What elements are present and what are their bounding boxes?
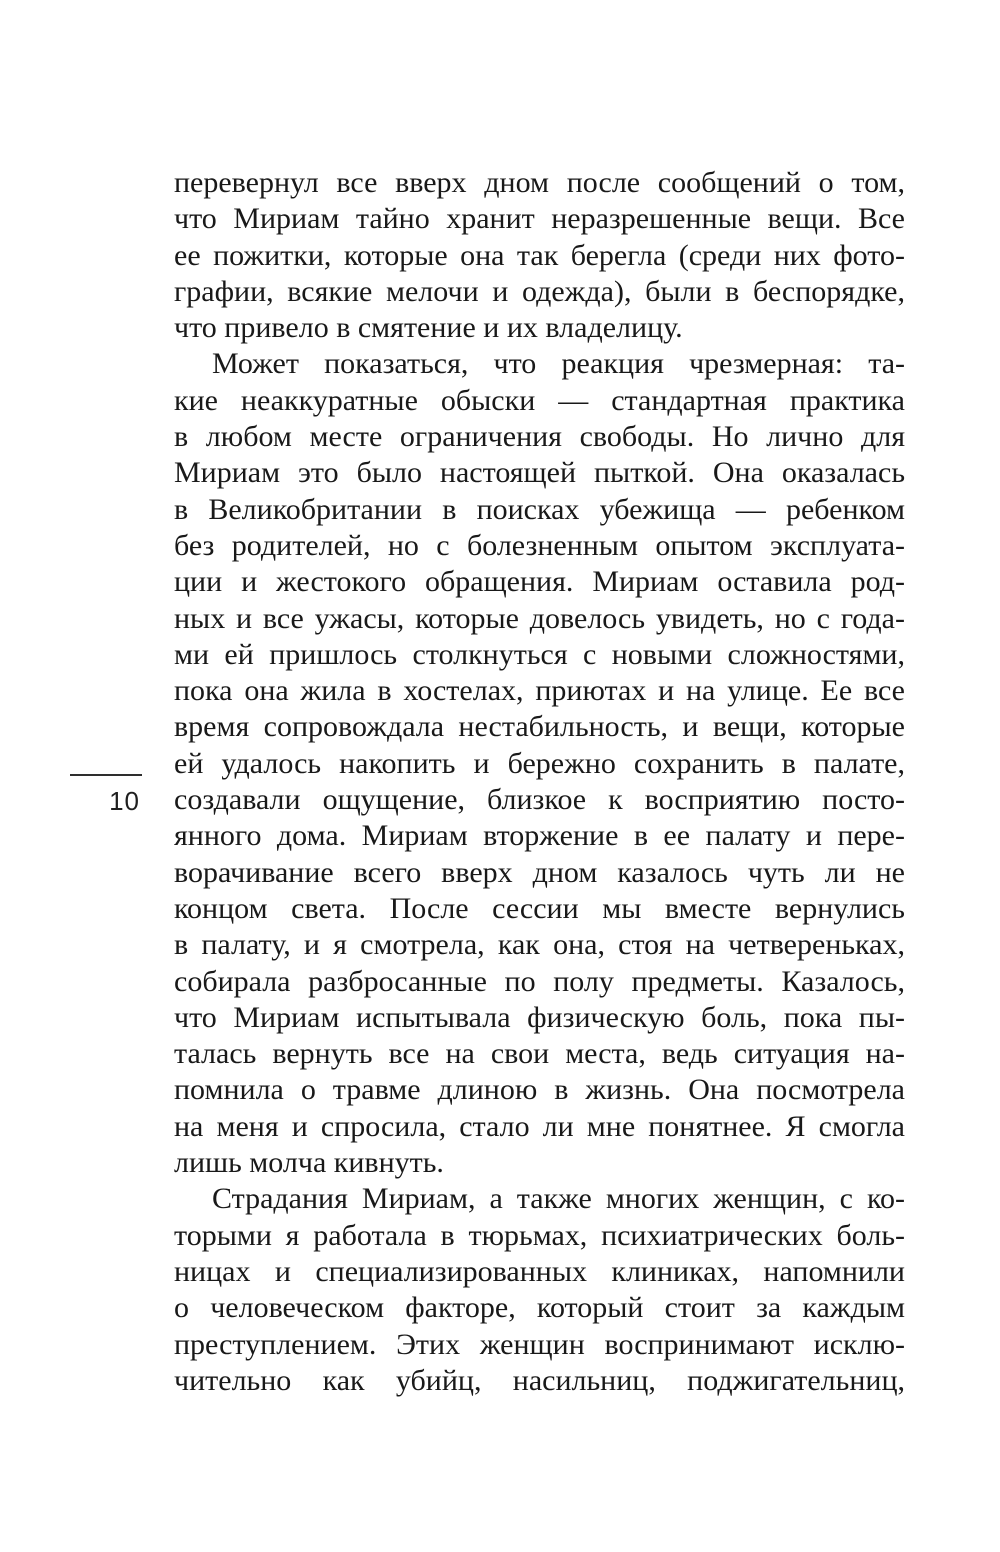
text-line: что Мириам тайно хранит неразрешенные вещи. Все [174, 202, 905, 236]
text-line: создавали ощущение, близкое к восприятию посто- [174, 783, 905, 817]
text-line: ее пожитки, которые она так берегла (среди них фото- [174, 238, 905, 272]
text-line: талась вернуть все на свои места, ведь ситуация на- [174, 1037, 905, 1071]
text-line: в палату, и я смотрела, как она, стоя на четвереньках, [174, 928, 905, 962]
text-line: Мириам это было настоящей пыткой. Она оказалась [174, 456, 905, 490]
folio-block [70, 774, 142, 814]
page-number: 10 [109, 786, 140, 816]
text-line: что Мириам испытывала физическую боль, пока пы- [174, 1000, 905, 1034]
text-line-paragraph-start: Страдания Мириам, а также многих женщин, с ко- [212, 1182, 905, 1216]
text-line-paragraph-end: что привело в смятение и их владелицу. [174, 311, 683, 345]
text-line: чительно как убийц, насильниц, поджигательниц, [174, 1363, 905, 1397]
text-line: перевернул все вверх дном после сообщений о том, [174, 166, 905, 199]
text-line: кие неаккуратные обыски — стандартная практика [174, 383, 905, 417]
folio-rule [70, 774, 142, 776]
text-line: на меня и спросила, стало ли мне понятнее. Я смогла [174, 1109, 905, 1143]
text-line: без родителей, но с болезненным опытом эксплуата- [174, 528, 905, 562]
text-line: ворачивание всего вверх дном казалось чуть ли не [174, 855, 905, 889]
text-line: ции и жестокого обращения. Мириам оставила род- [174, 565, 905, 599]
text-line: о человеческом факторе, который стоит за каждым [174, 1291, 905, 1325]
text-line: собирала разбросанные по полу предметы. Казалось, [174, 964, 905, 998]
text-line: ми ей пришлось столкнуться с новыми сложностями, [174, 637, 905, 671]
text-line: ных и все ужасы, которые довелось увидеть, но с года- [174, 601, 905, 635]
text-line: время сопровождала нестабильность, и вещи, которые [174, 710, 905, 744]
text-line-paragraph-end: лишь молча кивнуть. [174, 1146, 444, 1180]
text-line: концом света. После сессии мы вместе вернулись [174, 891, 905, 925]
text-line: янного дома. Мириам вторжение в ее палату и пере- [174, 819, 905, 853]
text-line: в любом месте ограничения свободы. Но лично для [174, 420, 905, 454]
text-line: ницах и специализированных клиниках, напомнили [174, 1254, 905, 1288]
text-line-paragraph-start: Может показаться, что реакция чрезмерная: та- [212, 347, 905, 381]
text-line: в Великобритании в поисках убежища — ребенком [174, 492, 905, 526]
text-line: ей удалось накопить и бережно сохранить в палате, [174, 746, 905, 780]
body-text-block [174, 165, 905, 1399]
text-line: торыми я работала в тюрьмах, психиатрических боль- [174, 1218, 905, 1252]
text-line: преступлением. Этих женщин воспринимают исклю- [174, 1327, 905, 1361]
text-line: помнила о травме длиною в жизнь. Она посмотрела [174, 1073, 905, 1107]
text-line: пока она жила в хостелах, приютах и на улице. Ее все [174, 674, 905, 708]
text-line: графии, всякие мелочи и одежда), были в беспорядке, [174, 274, 905, 308]
